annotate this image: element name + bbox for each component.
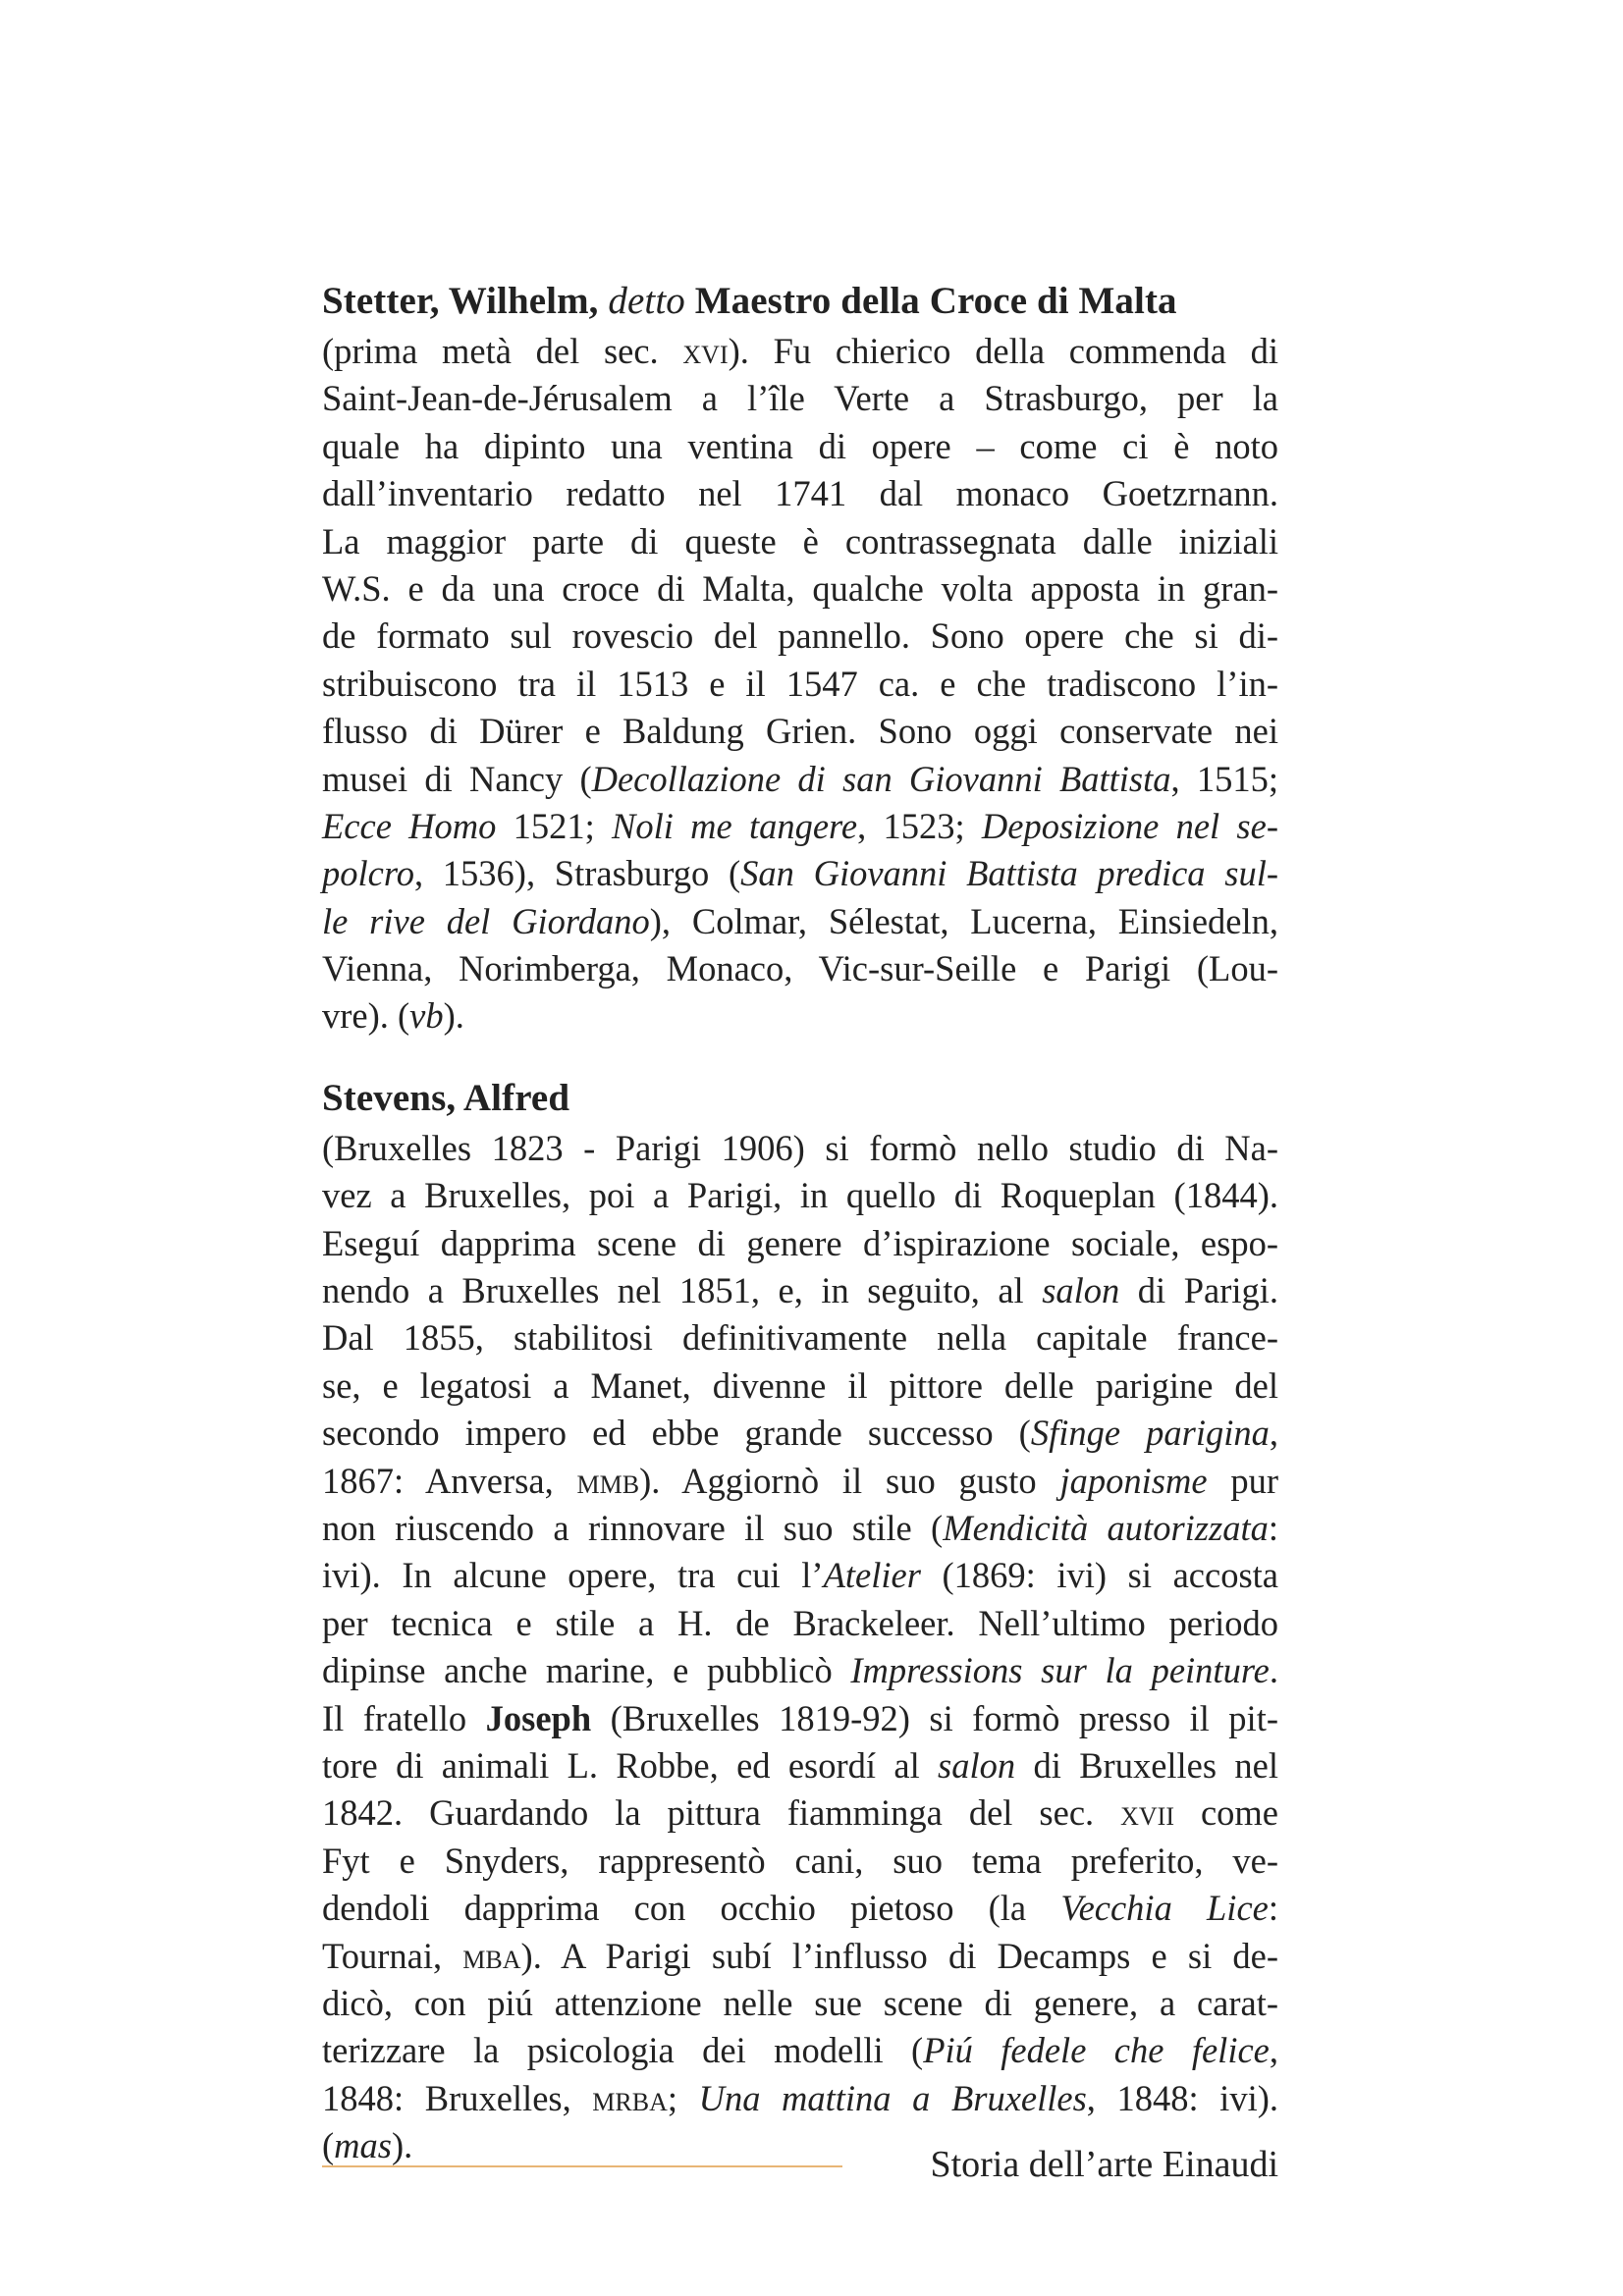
italic-text: salon xyxy=(1042,1270,1120,1311)
italic-text: Decollazione di san Giovanni Battista xyxy=(591,758,1171,799)
text-run: de formato sul rovescio del pannello. Sono opere che si di- xyxy=(322,615,1278,657)
text-line xyxy=(322,1980,1278,2027)
text-run: : xyxy=(1268,1888,1278,1929)
text-run: 1842. Guardando la pittura fiamminga del sec. xyxy=(322,1792,1121,1834)
text-run: Dal 1855, stabilitosi definitivamente nella capitale france- xyxy=(322,1317,1278,1359)
text-run: se, e legatosi a Manet, divenne il pittore delle parigine del xyxy=(322,1364,1278,1406)
text-run: (prima metà del sec. xyxy=(322,331,683,371)
text-run: di Bruxelles nel xyxy=(1015,1744,1279,1786)
text-line xyxy=(322,613,1278,660)
text-run: dipinse anche marine, e pubblicò xyxy=(322,1650,851,1691)
text-run: di Parigi. xyxy=(1119,1270,1279,1311)
text-line xyxy=(322,470,1278,517)
text-run: . xyxy=(1269,1650,1278,1691)
italic-text: Sfinge parigina xyxy=(1030,1413,1270,1454)
text-line xyxy=(322,1742,1278,1789)
text-line xyxy=(322,1695,1278,1742)
bold-text: Joseph xyxy=(485,1697,592,1738)
text-line xyxy=(322,375,1278,422)
italic-text: Atelier xyxy=(823,1555,921,1596)
text-run: Il fratello xyxy=(322,1697,486,1738)
text-line xyxy=(322,2075,1278,2122)
text-line xyxy=(322,423,1278,470)
entry-heading-alias: Maestro della Croce di Malta xyxy=(694,280,1177,322)
text-run: stribuiscono tra il 1513 e il 1547 ca. e che tradiscono l’in- xyxy=(322,663,1278,704)
italic-text: mas xyxy=(334,2125,392,2166)
text-run: ). Aggiornò il suo gusto xyxy=(639,1460,1060,1501)
entry-heading-detto: detto xyxy=(608,280,685,322)
text-line xyxy=(322,945,1278,992)
small-caps-text: mrba xyxy=(592,2077,668,2118)
text-run: Tournai, xyxy=(322,1935,463,1976)
text-run: ), Colmar, Sélestat, Lucerna, Einsiedeln, xyxy=(649,900,1278,941)
text-line xyxy=(322,1647,1278,1694)
page-content xyxy=(322,277,1278,2203)
text-run: (Bruxelles 1823 - Parigi 1906) si formò nello studio di Na- xyxy=(322,1127,1278,1168)
text-run: W.S. e da una croce di Malta, qualche volta apposta in gran- xyxy=(322,567,1278,609)
text-run: : xyxy=(1268,1507,1279,1548)
italic-text: le rive del Giordano xyxy=(322,900,650,941)
text-run: non riuscendo a rinnovare il suo stile ( xyxy=(322,1507,944,1548)
text-line xyxy=(322,565,1278,613)
text-line xyxy=(322,661,1278,708)
text-run: ). A Parigi subí l’influsso di Decamps e si de- xyxy=(520,1935,1278,1976)
entry-stevens xyxy=(322,1074,1278,2170)
entry-body xyxy=(322,328,1278,1041)
footer-rule xyxy=(322,2165,842,2167)
text-run: tore di animali L. Robbe, ed esordí al xyxy=(322,1744,939,1786)
text-run: , 1536), Strasburgo ( xyxy=(413,853,741,894)
small-caps-text: mba xyxy=(462,1935,521,1976)
text-line xyxy=(322,1789,1278,1837)
text-run: , xyxy=(1269,2030,1278,2071)
entry-heading-name: Stetter, Wilhelm, xyxy=(322,280,599,322)
text-line xyxy=(322,708,1278,755)
italic-text: polcro xyxy=(322,853,414,894)
text-run: musei di Nancy ( xyxy=(322,758,592,799)
text-line xyxy=(322,1552,1278,1599)
text-run: nendo a Bruxelles nel 1851, e, in seguito, al xyxy=(322,1270,1043,1311)
text-run: pur xyxy=(1207,1460,1278,1501)
text-line xyxy=(322,1838,1278,1885)
text-run: vez a Bruxelles, poi a Parigi, in quello di Roqueplan (1844). xyxy=(322,1175,1278,1216)
text-run: dicò, con piú attenzione nelle sue scene di genere, a carat- xyxy=(322,1982,1278,2023)
text-run: , 1523; xyxy=(857,805,982,846)
text-line xyxy=(322,1125,1278,1172)
entry-heading xyxy=(322,277,1278,326)
text-run: (1869: ivi) si accosta xyxy=(920,1555,1278,1596)
text-run: ; xyxy=(667,2077,699,2118)
text-line xyxy=(322,518,1278,565)
text-run: Eseguí dapprima scene di genere d’ispirazione sociale, espo- xyxy=(322,1222,1278,1263)
italic-text: Vecchia Lice xyxy=(1060,1888,1269,1929)
text-run: 1521; xyxy=(496,805,613,846)
entry-stetter xyxy=(322,277,1278,1041)
italic-text: japonisme xyxy=(1059,1460,1208,1501)
small-caps-text: xvii xyxy=(1120,1792,1174,1834)
text-line xyxy=(322,1172,1278,1219)
text-run: vre). ( xyxy=(322,995,410,1037)
text-run: , 1515; xyxy=(1170,758,1278,799)
italic-text: Noli me tangere xyxy=(612,805,858,846)
text-run: dall’inventario redatto nel 1741 dal monaco Goetzrnann. xyxy=(322,473,1278,514)
text-line xyxy=(322,1362,1278,1410)
text-run: Fyt e Snyders, rappresentò cani, suo tema preferito, ve- xyxy=(322,1840,1278,1881)
entry-heading-name: Stevens, Alfred xyxy=(322,1076,570,1119)
text-run: terizzare la psicologia dei modelli ( xyxy=(322,2030,924,2071)
text-run: per tecnica e stile a H. de Brackeleer. Nell’ultimo periodo xyxy=(322,1602,1278,1643)
text-run: flusso di Dürer e Baldung Grien. Sono oggi conservate nei xyxy=(322,711,1278,752)
text-run: come xyxy=(1173,1792,1278,1834)
small-caps-text: xvi xyxy=(682,331,729,371)
text-run: ). Fu chierico della commenda di xyxy=(728,331,1279,371)
text-run: , xyxy=(1269,1413,1278,1454)
italic-text: Ecce Homo xyxy=(322,805,497,846)
page-footer xyxy=(322,2135,1278,2194)
footer-publication-label: Storia dell’arte Einaudi xyxy=(930,2144,1278,2185)
text-line xyxy=(322,1314,1278,1362)
text-run: 1867: Anversa, xyxy=(322,1460,577,1501)
text-line xyxy=(322,328,1278,375)
italic-text: Impressions sur la peinture xyxy=(850,1650,1270,1691)
text-line xyxy=(322,756,1278,803)
italic-text: San Giovanni Battista predica sul- xyxy=(740,853,1278,894)
text-run: La maggior parte di queste è contrassegnata dalle iniziali xyxy=(322,520,1278,561)
text-run: quale ha dipinto una ventina di opere – come ci è noto xyxy=(322,425,1278,466)
text-line xyxy=(322,850,1278,897)
text-line xyxy=(322,803,1278,850)
text-line xyxy=(322,992,1278,1040)
italic-text: Deposizione nel se- xyxy=(981,805,1278,846)
text-line xyxy=(322,898,1278,945)
text-run: dendoli dapprima con occhio pietoso (la xyxy=(322,1888,1061,1929)
text-run: Vienna, Norimberga, Monaco, Vic-sur-Seille e Parigi (Lou- xyxy=(322,948,1278,989)
text-run: (Bruxelles 1819-92) si formò presso il pit- xyxy=(591,1697,1278,1738)
text-line xyxy=(322,1267,1278,1314)
italic-text: salon xyxy=(938,1744,1016,1786)
text-line xyxy=(322,1885,1278,1932)
text-line xyxy=(322,1220,1278,1267)
italic-text: Piú fedele che felice xyxy=(923,2030,1270,2071)
text-line xyxy=(322,1600,1278,1647)
text-run: ( xyxy=(322,2125,335,2166)
text-line xyxy=(322,1505,1278,1552)
entry-body xyxy=(322,1125,1278,2170)
text-run: 1848: Bruxelles, xyxy=(322,2077,593,2118)
italic-text: Mendicità autorizzata xyxy=(943,1507,1269,1548)
text-line xyxy=(322,1410,1278,1457)
small-caps-text: mmb xyxy=(576,1460,640,1501)
text-run: ). xyxy=(443,995,464,1037)
text-line xyxy=(322,2027,1278,2074)
entry-heading xyxy=(322,1074,1278,1123)
text-run: secondo impero ed ebbe grande successo ( xyxy=(322,1413,1031,1454)
text-run: ivi). In alcune opere, tra cui l’ xyxy=(322,1555,824,1596)
italic-text: Una mattina a Bruxelles xyxy=(698,2077,1087,2118)
text-run: ). xyxy=(391,2125,413,2166)
text-line xyxy=(322,1933,1278,1980)
text-run: Saint-Jean-de-Jérusalem a l’île Verte a Strasburgo, per la xyxy=(322,378,1278,419)
text-run: , 1848: ivi). xyxy=(1086,2077,1278,2118)
italic-text: vb xyxy=(409,995,444,1037)
text-line xyxy=(322,1458,1278,1505)
